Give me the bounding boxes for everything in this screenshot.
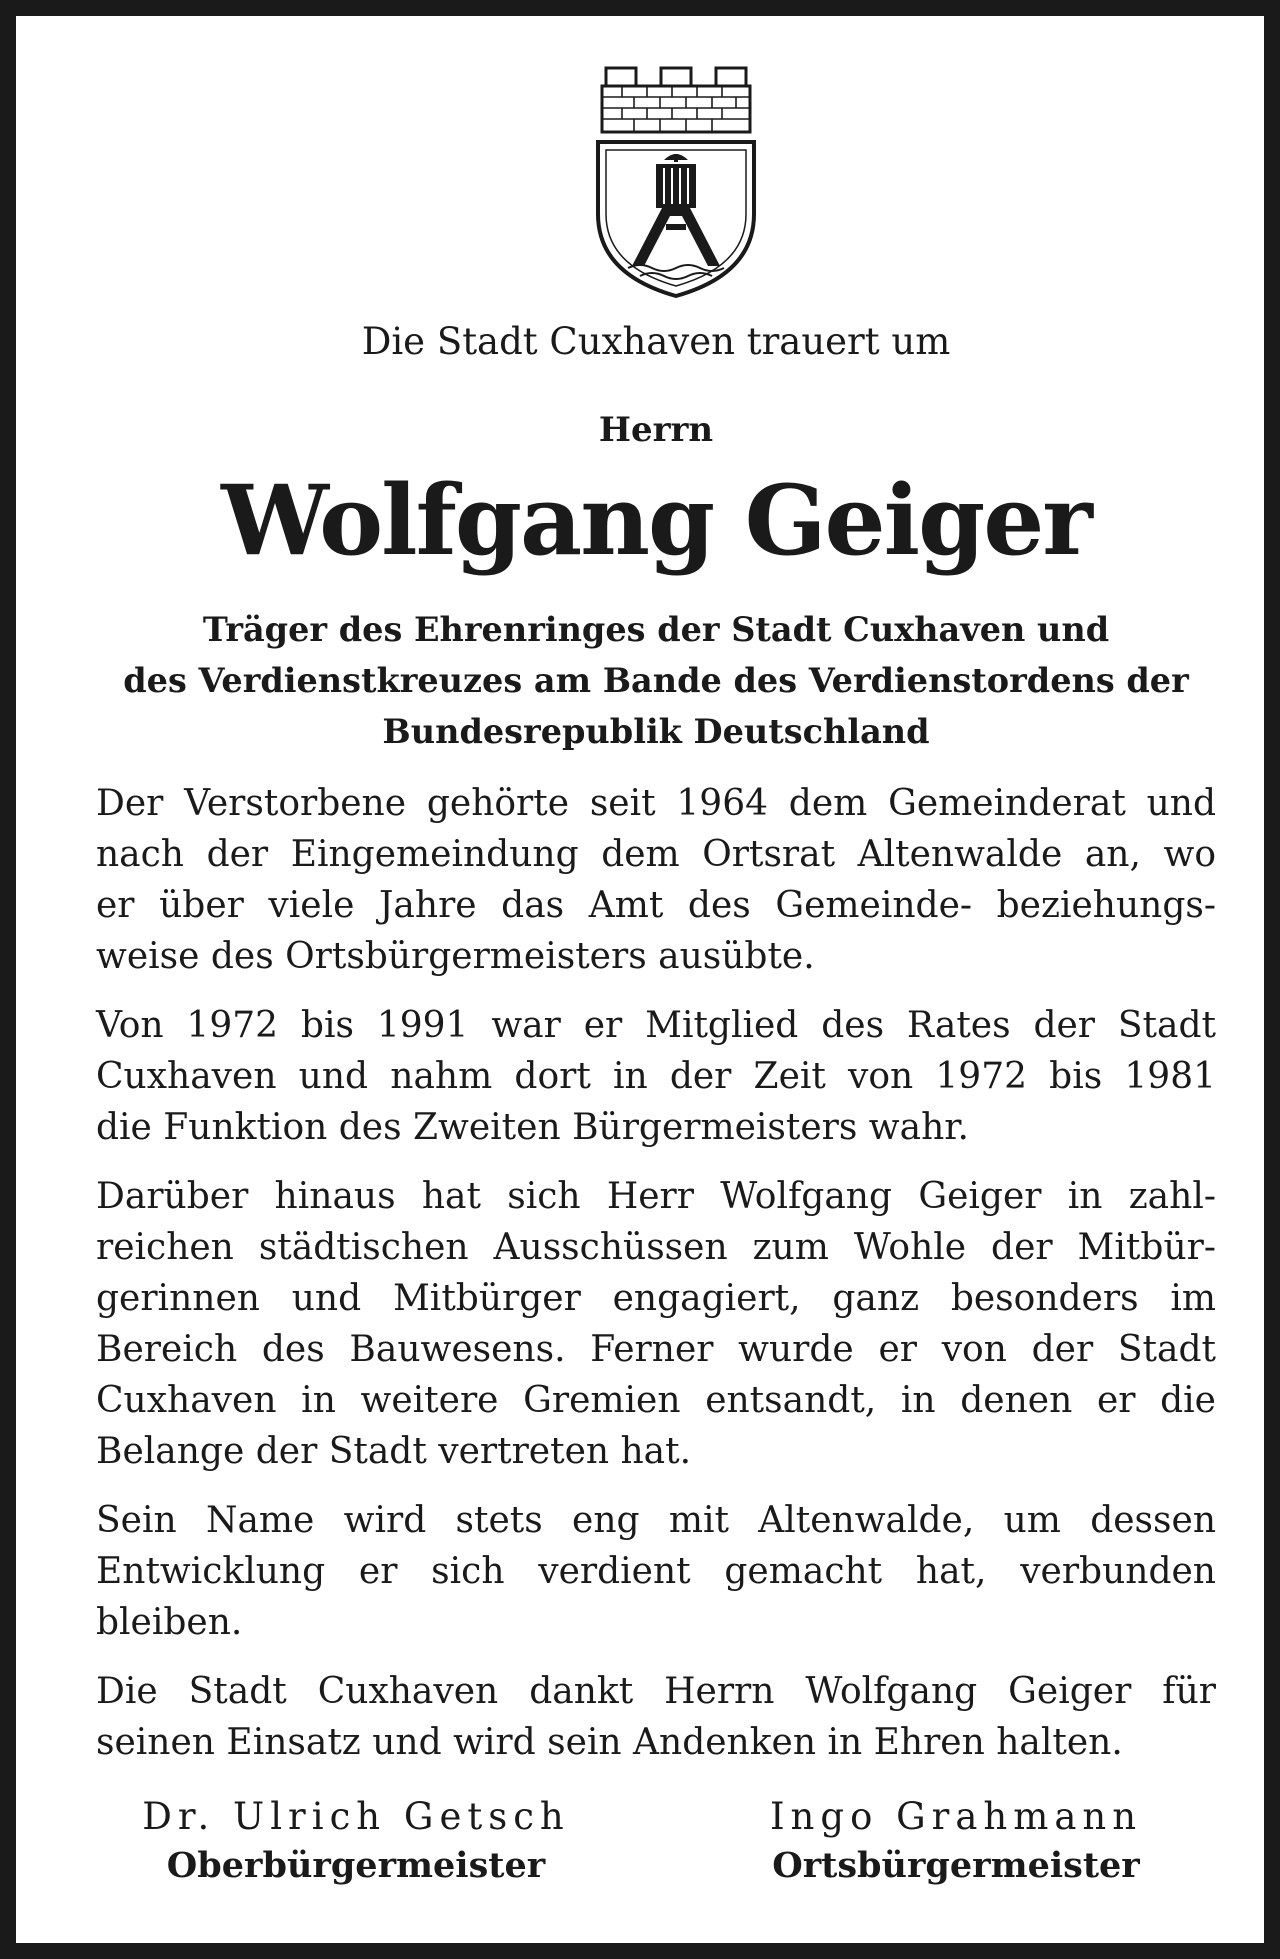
text-line: die Funktion des Zweiten Bürgermeisters wahr. (96, 1107, 969, 1148)
signatory-title: Ortsbürgermeister (772, 1845, 1140, 1886)
text-line: Cuxhaven und nahm dort in der Zeit von 1972 bis 1981 (96, 1056, 1216, 1097)
text-line: Die Stadt Cuxhaven dankt Herrn Wolfgang Geiger für (96, 1671, 1216, 1712)
text-line: bleiben. (96, 1602, 243, 1643)
text-line: Von 1972 bis 1991 war er Mitglied des Rates der Stadt (96, 1005, 1216, 1046)
text-line: Darüber hinaus hat sich Herr Wolfgang Geiger in zahl- (96, 1176, 1216, 1217)
city-coat-of-arms-icon (592, 64, 760, 300)
text-line: Cuxhaven in weitere Gremien entsandt, in denen er die (96, 1380, 1216, 1421)
signatory-mayor (96, 1792, 616, 1890)
text-line: Sein Name wird stets eng mit Altenwalde, um dessen (96, 1500, 1216, 1541)
text-line: seinen Einsatz und wird sein Andenken in Ehren halten. (96, 1722, 1123, 1763)
text-line: Der Verstorbene gehörte seit 1964 dem Gemeinderat und (96, 783, 1216, 824)
signatory-local-mayor (696, 1792, 1216, 1890)
paragraph (96, 1495, 1216, 1648)
paragraph (96, 1666, 1216, 1768)
text-line: er über viele Jahre das Amt des Gemeinde- beziehungs- (96, 885, 1216, 926)
paragraph (96, 778, 1216, 982)
text-line: gerinnen und Mitbürger engagiert, ganz besonders im (96, 1278, 1216, 1319)
signatory-title: Oberbürgermeister (166, 1845, 546, 1886)
obituary-body (96, 778, 1216, 1786)
signatory-name: Dr. Ulrich Getsch (142, 1795, 570, 1838)
honors-line: Bundesrepublik Deutschland (382, 712, 930, 751)
honors-block (96, 604, 1216, 757)
intro-text: Die Stadt Cuxhaven trauert um (361, 320, 951, 363)
salutation: Herrn (598, 410, 714, 450)
deceased-name: Wolfgang Geiger (221, 464, 1091, 577)
text-line: Entwicklung er sich verdient gemacht hat, verbunden (96, 1551, 1216, 1592)
text-line: Belange der Stadt vertreten hat. (96, 1431, 692, 1472)
honors-line: Träger des Ehrenringes der Stadt Cuxhaven und (202, 610, 1110, 649)
text-line: Bereich des Bauwesens. Ferner wurde er von der Stadt (96, 1329, 1216, 1370)
paragraph (96, 1000, 1216, 1153)
text-line: nach der Eingemeindung dem Ortsrat Altenwalde an, wo (96, 834, 1216, 875)
text-line: reichen städtischen Ausschüssen zum Wohle der Mitbür- (96, 1227, 1216, 1268)
honors-line: des Verdienstkreuzes am Bande des Verdienstordens der (123, 661, 1189, 700)
signatory-name: Ingo Grahmann (769, 1795, 1143, 1838)
paragraph (96, 1171, 1216, 1477)
text-line: weise des Ortsbürgermeisters ausübte. (96, 936, 815, 977)
